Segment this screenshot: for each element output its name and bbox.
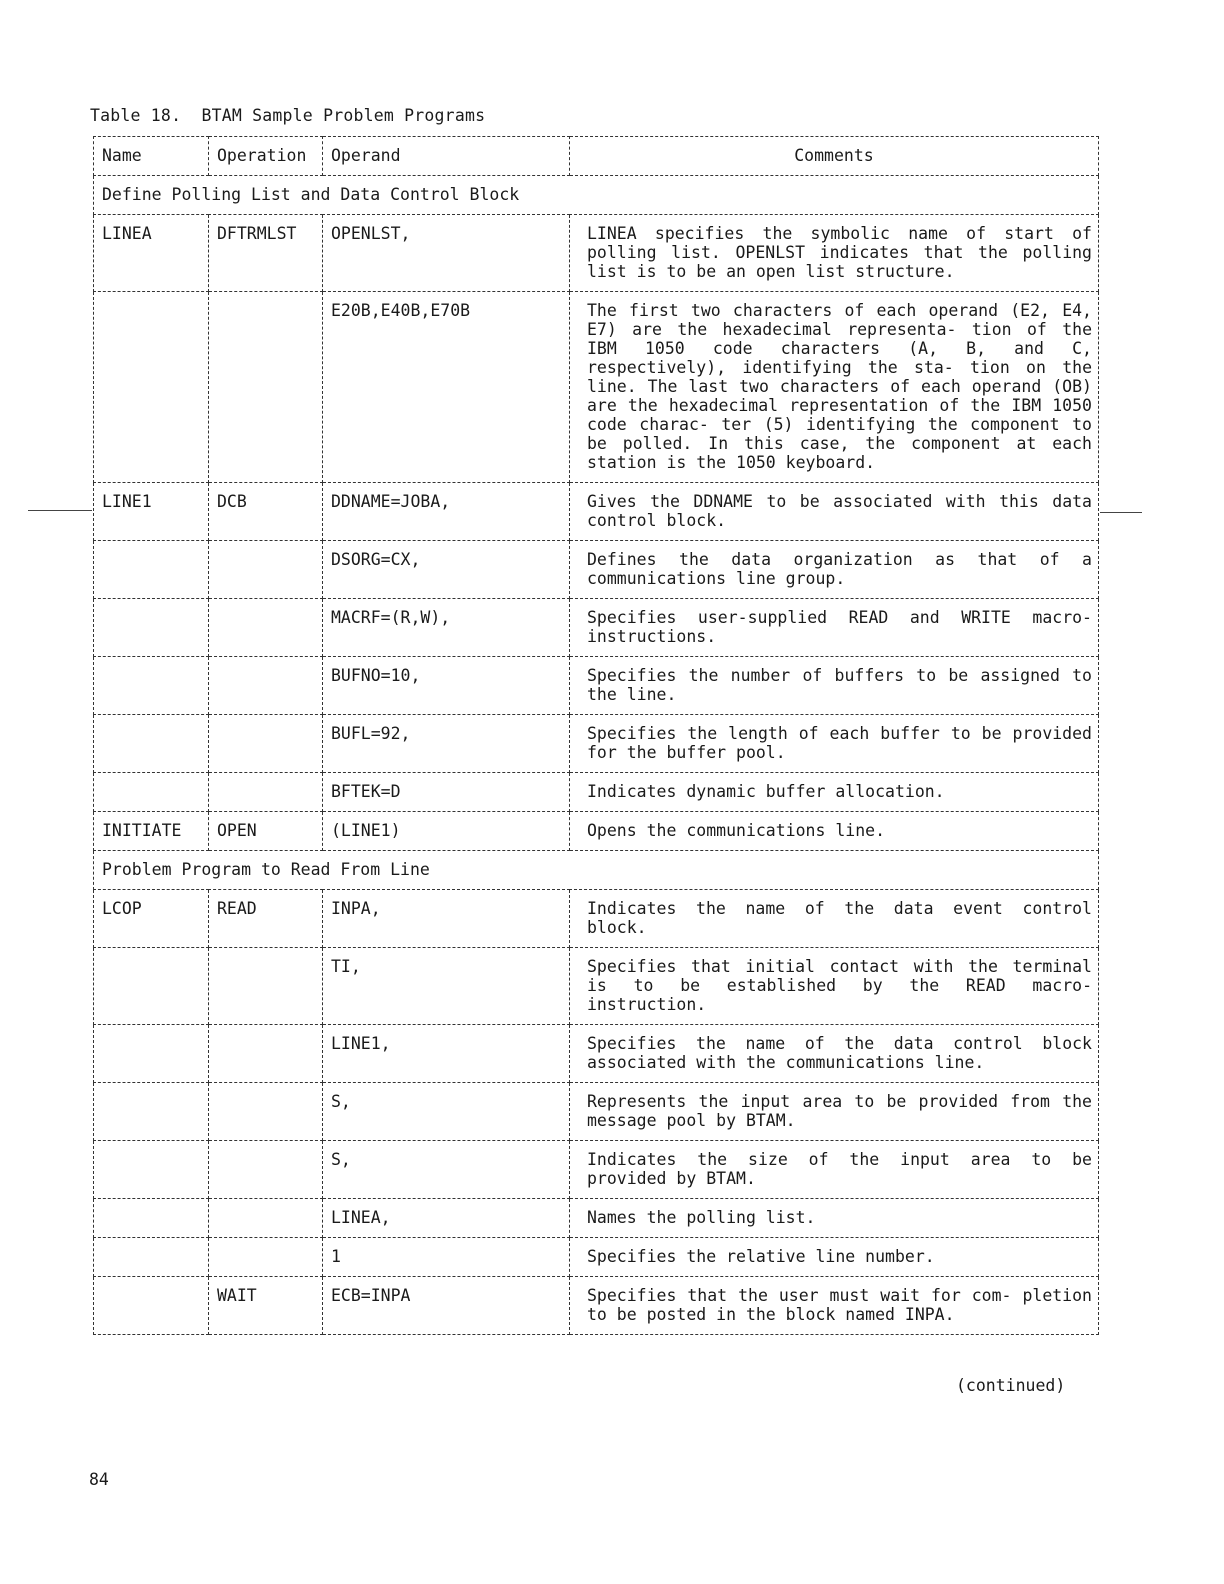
cell-operand: BFTEK=D [323, 773, 570, 812]
cell-operation [209, 1025, 323, 1083]
table-row [94, 292, 1099, 483]
cell-comment: Specifies user-supplied READ and WRITE macro-instructions. [570, 599, 1099, 657]
table-row [94, 1141, 1099, 1199]
cell-comment: Gives the DDNAME to be associated with this data control block. [570, 483, 1099, 541]
cell-operation: WAIT [209, 1277, 323, 1335]
header-operation: Operation [209, 137, 323, 176]
cell-name [94, 1083, 209, 1141]
cell-comment: Specifies the relative line number. [570, 1238, 1099, 1277]
table-row [94, 715, 1099, 773]
cell-comment: The first two characters of each operand (E2, E4, E7) are the hexadecimal representa- tion of the IBM 1050 code characters (A, B, and C, respectively), identifying the sta- tion on the line. The last two characters of each operand (OB) are the hexadecimal representation of the IBM 1050 code charac- ter (5) identifying the component to be polled. In this case, the component at each station is the 1050 keyboard. [570, 292, 1099, 483]
table-row [94, 812, 1099, 851]
section-heading: Problem Program to Read From Line [94, 851, 1099, 890]
table-row [94, 773, 1099, 812]
cell-operation [209, 1083, 323, 1141]
table-row [94, 948, 1099, 1025]
cell-operand: INPA, [323, 890, 570, 948]
cell-name [94, 292, 209, 483]
cell-operand: ECB=INPA [323, 1277, 570, 1335]
section-row [94, 176, 1099, 215]
cell-comment: Specifies that the user must wait for com- pletion to be posted in the block named INPA. [570, 1277, 1099, 1335]
cell-comment: Indicates the size of the input area to be provided by BTAM. [570, 1141, 1099, 1199]
table-row [94, 541, 1099, 599]
table-row [94, 599, 1099, 657]
cell-name: LINE1 [94, 483, 209, 541]
table-row [94, 215, 1099, 292]
cell-operand: (LINE1) [323, 812, 570, 851]
table-body [94, 137, 1099, 1335]
continued-note: (continued) [956, 1376, 1066, 1395]
cell-operand: 1 [323, 1238, 570, 1277]
cell-operation [209, 292, 323, 483]
cell-operation [209, 1199, 323, 1238]
cell-name [94, 1238, 209, 1277]
cell-name: INITIATE [94, 812, 209, 851]
table-row [94, 1083, 1099, 1141]
cell-comment: Represents the input area to be provided from the message pool by BTAM. [570, 1083, 1099, 1141]
cell-operand: LINEA, [323, 1199, 570, 1238]
table-row [94, 1025, 1099, 1083]
cell-operation [209, 541, 323, 599]
cell-comment: Specifies the number of buffers to be assigned to the line. [570, 657, 1099, 715]
cell-operand: DDNAME=JOBA, [323, 483, 570, 541]
cell-name [94, 948, 209, 1025]
cell-operand: TI, [323, 948, 570, 1025]
cell-operation: DCB [209, 483, 323, 541]
cell-operand: OPENLST, [323, 215, 570, 292]
cell-operation: OPEN [209, 812, 323, 851]
cell-name [94, 599, 209, 657]
cell-operand: BUFL=92, [323, 715, 570, 773]
cell-operand: LINE1, [323, 1025, 570, 1083]
table-row [94, 890, 1099, 948]
cell-operation [209, 715, 323, 773]
cell-operand: S, [323, 1141, 570, 1199]
cell-comment: LINEA specifies the symbolic name of start of polling list. OPENLST indicates that the polling list is to be an open list structure. [570, 215, 1099, 292]
cell-operation: DFTRMLST [209, 215, 323, 292]
header-operand: Operand [323, 137, 570, 176]
table-row [94, 1238, 1099, 1277]
cell-comment: Specifies the length of each buffer to be provided for the buffer pool. [570, 715, 1099, 773]
left-margin-rule [28, 510, 92, 511]
page-number: 84 [89, 1470, 109, 1489]
cell-operand: BUFNO=10, [323, 657, 570, 715]
table-row [94, 1277, 1099, 1335]
header-comments: Comments [570, 137, 1099, 176]
table-caption: Table 18. BTAM Sample Problem Programs [90, 106, 486, 125]
cell-comment: Opens the communications line. [570, 812, 1099, 851]
cell-name [94, 657, 209, 715]
cell-operation: READ [209, 890, 323, 948]
cell-operation [209, 1238, 323, 1277]
cell-comment: Names the polling list. [570, 1199, 1099, 1238]
right-margin-rule [1100, 512, 1142, 513]
cell-comment: Indicates the name of the data event control block. [570, 890, 1099, 948]
cell-comment: Specifies the name of the data control block associated with the communications line. [570, 1025, 1099, 1083]
cell-operation [209, 1141, 323, 1199]
cell-name: LINEA [94, 215, 209, 292]
section-heading: Define Polling List and Data Control Block [94, 176, 1099, 215]
cell-comment: Defines the data organization as that of a communications line group. [570, 541, 1099, 599]
cell-operand: DSORG=CX, [323, 541, 570, 599]
cell-operation [209, 657, 323, 715]
cell-operation [209, 599, 323, 657]
cell-name [94, 1141, 209, 1199]
cell-name [94, 1277, 209, 1335]
section-row [94, 851, 1099, 890]
table-row [94, 483, 1099, 541]
cell-comment: Indicates dynamic buffer allocation. [570, 773, 1099, 812]
cell-name [94, 1025, 209, 1083]
table-row [94, 1199, 1099, 1238]
cell-name [94, 1199, 209, 1238]
cell-name [94, 541, 209, 599]
cell-name: LCOP [94, 890, 209, 948]
cell-comment: Specifies that initial contact with the terminal is to be established by the READ macro-instruction. [570, 948, 1099, 1025]
header-name: Name [94, 137, 209, 176]
cell-operand: S, [323, 1083, 570, 1141]
cell-operand: E20B,E40B,E70B [323, 292, 570, 483]
cell-name [94, 715, 209, 773]
cell-name [94, 773, 209, 812]
table-row [94, 657, 1099, 715]
cell-operation [209, 773, 323, 812]
btam-sample-table [93, 136, 1099, 1335]
header-row [94, 137, 1099, 176]
cell-operand: MACRF=(R,W), [323, 599, 570, 657]
cell-operation [209, 948, 323, 1025]
